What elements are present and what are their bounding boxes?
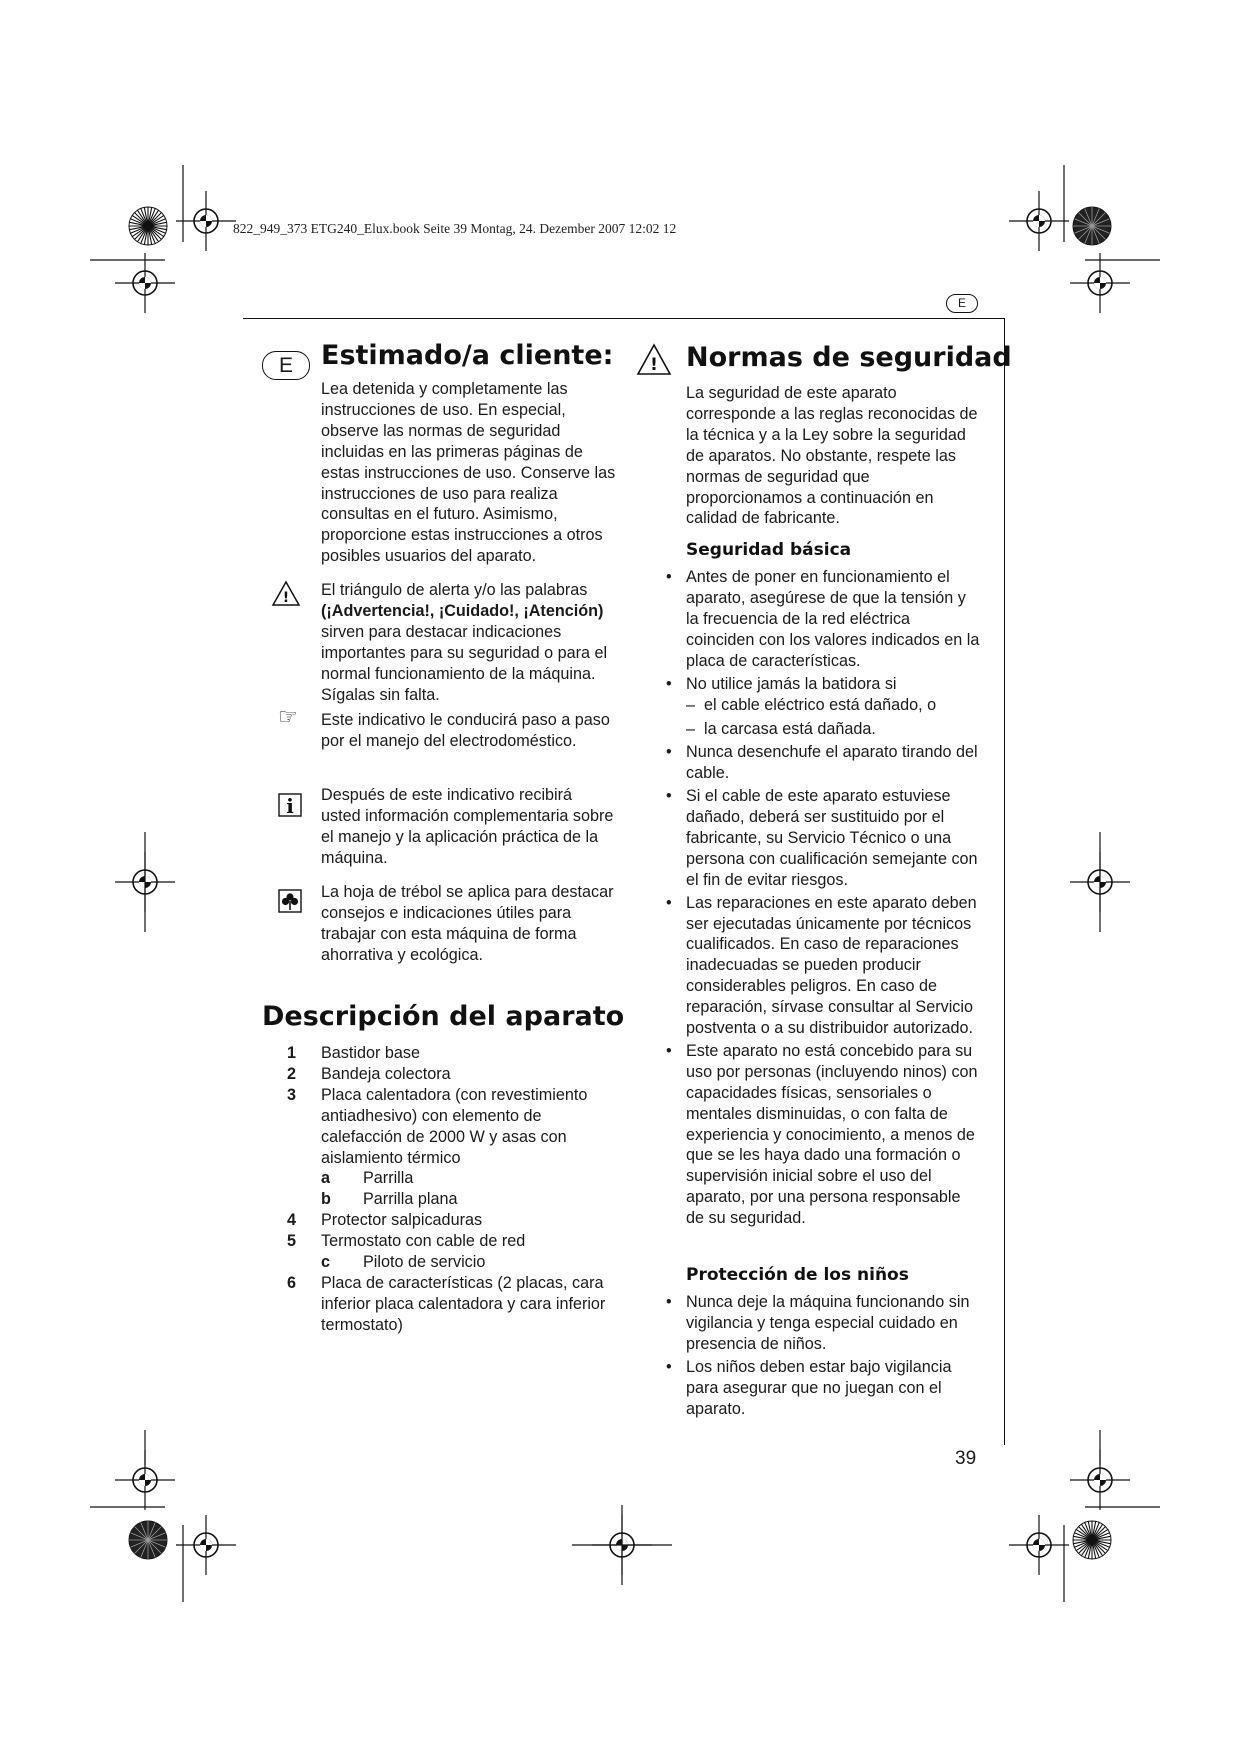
sub-item: – el cable eléctrico está dañado, o [686, 696, 937, 715]
part-item [287, 1085, 591, 1169]
sub-item-text: el cable eléctrico está dañado, o [704, 696, 937, 715]
sub-item: – la carcasa está dañada. [686, 720, 876, 739]
sub-item-text: la carcasa está dañada. [704, 720, 876, 739]
part-sublabel: Parrilla plana [363, 1190, 458, 1209]
basic-safety-title: Seguridad básica [686, 540, 852, 560]
part-item [287, 1210, 617, 1231]
part-label: Termostato con cable de red [321, 1232, 526, 1251]
part-number: 2 [287, 1064, 297, 1083]
part-letter: b [321, 1190, 331, 1209]
part-number: 3 [287, 1085, 297, 1104]
list-item: • Si el cable de este aparato estuviese dañado, deberá ser sustituido por el fabricante, su Servicio Técnico o una persona con cualificación semejante con el fin de evitar riesgos. [666, 787, 978, 889]
customer-greeting-title: Estimado/a cliente: [321, 340, 614, 371]
list-item: • Este aparato no está concebido para su uso por personas (incluyendo ninos) con capacidades físicas, sensoriales o mentales disminuidas, o con falta de experiencia y conocimiento, a menos de que se les haya dado una formación o supervisión inicial sobre el uso del aparato, por una persona responsable de su seguridad. [666, 1041, 978, 1228]
warning-triangle-icon [636, 343, 672, 376]
part-item [287, 1231, 617, 1252]
svg-text:!: ! [650, 355, 658, 375]
print-info-line: 822_949_373 ETG240_Elux.book Seite 39 Montag, 24. Dezember 2007 12:02 12 [233, 221, 677, 236]
list-item: • Nunca desenchufe el aparato tirando del cable. [666, 743, 978, 783]
device-description-title: Descripción del aparato [262, 1001, 625, 1032]
part-item [287, 1273, 613, 1336]
color-bar-wheel-icon [129, 207, 167, 245]
part-label: Bastidor base [321, 1044, 420, 1062]
part-label: Placa de características (2 placas, cara inferior placa calentadora y cara inferior termostato) [321, 1273, 606, 1334]
warning-text-after: sirven para destacar indicaciones importantes para su seguridad o para el normal funcionamiento de la máquina. Sígalas sin falta. [321, 622, 608, 704]
list-item: • Nunca deje la máquina funcionando sin vigilancia y tenga especial cuidado en presencia de niños. [666, 1293, 970, 1353]
registration-mark-icon [176, 1515, 236, 1575]
list-item-text: Nunca desenchufe el aparato tirando del cable. [686, 743, 978, 783]
safety-intro: La seguridad de este aparato corresponde a las reglas reconocidas de la técnica y a la Ley sobre la seguridad de aparatos. No obstante, respete las normas de seguridad que proporcionamos a continuación en calidad de fabricante. [686, 384, 978, 528]
color-bar-wheel-icon [1073, 1521, 1111, 1559]
part-letter: a [321, 1169, 331, 1188]
list-item: • Los niños deben estar bajo vigilancia para asegurar que no juegan con el aparato. [666, 1357, 952, 1418]
clover-icon [278, 889, 302, 913]
part-letter: c [321, 1253, 331, 1272]
right-rule [1004, 318, 1005, 1445]
warning-explanation [321, 580, 616, 705]
color-bar-wheel-icon [1073, 207, 1111, 245]
part-number: 5 [287, 1232, 297, 1251]
registration-mark-icon [1009, 1515, 1069, 1575]
part-sublabel: Piloto de servicio [363, 1253, 486, 1272]
list-item-text: Antes de poner en funcionamiento el aparato, asegúrese de que la tensión y la frecuencia de la red eléctrica coinciden con los valores indicados en la placa de características. [686, 568, 980, 670]
parts-list [287, 1043, 617, 1336]
step-indicator-text: Este indicativo le conducirá paso a paso por el manejo del electrodoméstico. [321, 711, 610, 750]
list-item: • Antes de poner en funcionamiento el aparato, asegúrese de que la tensión y la frecuencia de la red eléctrica coinciden con los valores indicados en la placa de características. [666, 568, 980, 670]
part-item [287, 1043, 617, 1064]
basic-safety-list [666, 567, 982, 1231]
registration-mark-icon [1070, 253, 1130, 313]
registration-mark-icon [115, 253, 175, 313]
clover-text: La hoja de trébol se aplica para destacar consejos e indicaciones útiles para trabajar con esta máquina de forma ahorrativa y ecológica. [321, 883, 614, 964]
language-badge-large: E [262, 351, 310, 380]
language-badge: E [946, 294, 978, 313]
list-item-text: Este aparato no está concebido para su uso por personas (incluyendo ninos) con capacidades físicas, sensoriales o mentales disminuidas, o con falta de experiencia y conocimiento, a menos de que se les haya dado una formación o supervisión inicial sobre el uso del aparato, por una persona responsable de su seguridad. [686, 1041, 978, 1228]
child-protection-title: Protección de los niños [686, 1265, 909, 1285]
warning-triangle-icon [271, 580, 301, 607]
list-item-text: Los niños deben estar bajo vigilancia para asegurar que no juegan con el aparato. [686, 1357, 952, 1418]
part-number: 1 [287, 1044, 297, 1062]
part-subitem [287, 1189, 617, 1210]
part-sublabel: Parrilla [363, 1169, 414, 1188]
list-item-text: Si el cable de este aparato estuviese dañado, deberá ser sustituido por el fabricante, su Servicio Técnico o una persona con cualificación semejante con el fin de evitar riesgos. [686, 787, 978, 889]
list-item-text: Nunca deje la máquina funcionando sin vigilancia y tenga especial cuidado en presencia de niños. [686, 1293, 970, 1353]
part-number: 4 [287, 1211, 297, 1230]
list-item: • Las reparaciones en este aparato deben ser ejecutadas únicamente por técnicos cualificados. En caso de reparaciones inadecuadas se pueden producir considerables peligros. En caso de reparación, sírvase consultar al Servicio postventa o a su distribuidor autorizado. [666, 893, 977, 1038]
registration-mark-icon [1009, 191, 1069, 251]
part-subitem [287, 1252, 617, 1273]
info-text: Después de este indicativo recibirá usted información complementaria sobre el manejo y la aplicación práctica de la máquina. [321, 786, 614, 867]
warning-keywords: (¡Advertencia!, ¡Cuidado!, ¡Atención) [321, 601, 604, 620]
registration-mark-icon [176, 191, 236, 251]
part-subitem [287, 1168, 617, 1189]
part-item [287, 1064, 617, 1085]
pointing-hand-icon: ☞ [278, 705, 298, 730]
part-label: Placa calentadora (con revestimiento antiadhesivo) con elemento de calefacción de 2000 W y asas con aislamiento térmico [321, 1085, 588, 1167]
list-item: • No utilice jamás la batidora si – el cable eléctrico está dañado, o – la carcasa está dañada. [666, 674, 982, 741]
svg-text:i: i [286, 794, 294, 817]
intro-paragraph: Lea detenida y completamente las instrucciones de uso. En especial, observe las normas de seguridad incluidas en las primeras páginas de estas instrucciones de uso. Conserve las instrucciones de uso para realiza consultas en el futuro. Asimismo, proporcione estas instrucciones a otros posibles usuarios del aparato. [321, 380, 616, 566]
part-label: Protector salpicaduras [321, 1211, 483, 1230]
list-item-text: No utilice jamás la batidora si [686, 674, 897, 693]
child-protection-list [666, 1292, 982, 1421]
svg-text:!: ! [282, 590, 290, 606]
color-bar-wheel-icon [129, 1521, 167, 1559]
info-icon [278, 793, 302, 817]
warning-text-before: El triángulo de alerta y/o las palabras [321, 581, 588, 599]
list-item-text: Las reparaciones en este aparato deben ser ejecutadas únicamente por técnicos cualificados. En caso de reparaciones inadecuadas se pueden producir considerables peligros. En caso de reparación, sírvase consultar al Servicio postventa o a su distribuidor autorizado. [686, 893, 977, 1038]
safety-rules-title: Normas de seguridad [686, 342, 1012, 373]
part-number: 6 [287, 1273, 297, 1292]
part-label: Bandeja colectora [321, 1064, 451, 1083]
page-number: 39 [955, 1448, 977, 1469]
top-rule [243, 318, 1005, 319]
